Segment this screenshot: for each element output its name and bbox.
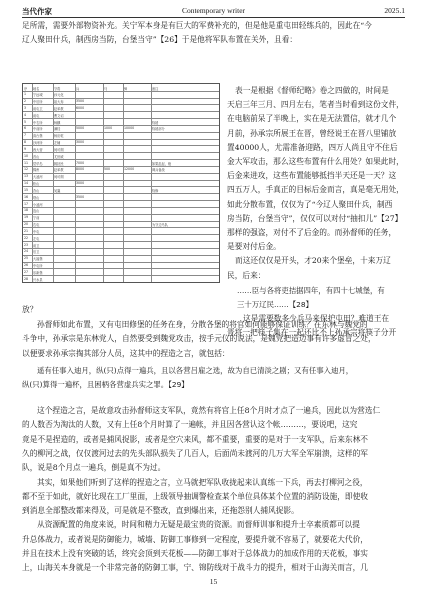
table-cell: 祖大寿 bbox=[54, 100, 64, 105]
table-cell: 乐新堡 bbox=[33, 270, 43, 275]
table-cell: 20 bbox=[24, 222, 29, 227]
table-row-divider bbox=[23, 234, 219, 235]
table-cell: 4 bbox=[24, 112, 27, 117]
right-column-line: 置40000人，尤需准备迎路，四万人尚且守不住后 bbox=[227, 142, 398, 152]
table-cell: 12 bbox=[24, 167, 29, 172]
table-row-divider bbox=[23, 262, 219, 263]
table-cell: 1 bbox=[24, 92, 27, 97]
body-line: 这个捏造之言，是故意攻击孙督师这支军队，竟然有将官上任8个月时才点了一遍兵，因此以为营选仁 bbox=[37, 406, 381, 415]
table-cell: 26 bbox=[24, 263, 29, 268]
table-cell: 500 bbox=[104, 167, 111, 172]
issue-number: 2025.1 bbox=[384, 6, 405, 15]
body-line: 并且在技术上没有突破的话，终究会顶到天花板——防御工事对于总体战力的加成作用的天花板，事实 bbox=[22, 549, 368, 558]
table-cell: 如果乱起，炮 bbox=[152, 161, 172, 166]
table-cell: 尤世威 bbox=[54, 154, 64, 159]
right-column-line: 如此分散布置，仅仅为了“今辽人聚田什兵，制西 bbox=[227, 199, 393, 209]
table-cell: 调兵备战 bbox=[152, 168, 165, 173]
table-cell: 22 bbox=[24, 235, 29, 240]
table-column-divider bbox=[103, 84, 104, 282]
right-column-line: 月前，孙承宗所展王在晋，曾经说王在晋八里铺放 bbox=[227, 128, 397, 138]
top-paragraph-line-1: 足所需，需要外部物资补充。关宁军本身是有巨大的军费补充的，但是他是重屯田轻练兵的，因此在“今 bbox=[22, 21, 372, 30]
body-line: 斗争中，孙承宗是东林党人，自然要受到魏党攻击，按手元仪的说法，是魏党把造边事有许多虚冒之处， bbox=[22, 334, 376, 344]
body-line: 到消息全部整改都来得及，可是就是不整改，直到爆出来，还拖怨别人捕风捉影。 bbox=[22, 506, 299, 516]
table-cell: 宁前 bbox=[33, 216, 40, 221]
table-cell: 21 bbox=[24, 228, 29, 233]
right-column-line: 这是需要数多少兵马来保护屯田？难道王在 bbox=[243, 314, 390, 323]
table-cell: 17 bbox=[24, 201, 29, 206]
right-column-line: 是要对付后金。 bbox=[227, 242, 281, 252]
table-cell: 中屯所 bbox=[33, 264, 43, 269]
table-cell: 锦州 bbox=[33, 168, 40, 173]
table-row-divider bbox=[23, 180, 219, 181]
journal-name-english: Contemporary writer bbox=[181, 6, 246, 15]
table-row-divider bbox=[23, 214, 219, 215]
table-cell: 3500 bbox=[76, 99, 85, 104]
table-cell: 3000 bbox=[76, 140, 85, 145]
table-row-divider bbox=[23, 145, 219, 146]
table-cell: 杨应乾 bbox=[54, 134, 64, 139]
table-header-cell: 骑 bbox=[124, 86, 128, 91]
running-header bbox=[22, 5, 405, 17]
table-header-cell: 马 bbox=[104, 86, 108, 91]
table-cell: 10 bbox=[24, 153, 29, 158]
body-line: 竟是不是捏造的，或者是捕风捉影，或者是空穴来风，都不重要，重要的是对于一支军队，后来东林不 bbox=[22, 434, 368, 444]
table-cell: 27 bbox=[24, 269, 29, 274]
table-row-divider bbox=[23, 173, 219, 174]
table-cell: 后卫 bbox=[33, 250, 40, 255]
table-cell: 13 bbox=[24, 174, 29, 179]
table-cell: 10000 bbox=[124, 126, 135, 131]
table-cell: 24 bbox=[24, 249, 29, 254]
table-row-divider bbox=[23, 207, 219, 208]
table-row-divider bbox=[23, 91, 219, 92]
table-cell: 满桂 bbox=[54, 127, 61, 132]
table-row-divider bbox=[23, 200, 219, 201]
table-cell: 何可纲 bbox=[54, 175, 64, 180]
table-header-cell: 备注 bbox=[152, 86, 159, 91]
table-cell: 1000 bbox=[104, 126, 113, 131]
body-line: 其实，如果他们听到了这样的捏造之言，立马就把军队收拢起来认真练一下兵，再去打柳河之役， bbox=[37, 477, 368, 487]
table-cell: 杨麒 bbox=[54, 120, 61, 125]
table-cell: 8 bbox=[24, 140, 27, 145]
right-column-line: 在电脑前呆了半晚上，实在是无法置信，就才几个 bbox=[227, 114, 397, 124]
table-header-cell: 地名 bbox=[33, 86, 40, 91]
table-cell: 14 bbox=[24, 181, 29, 186]
table-row-divider bbox=[23, 152, 219, 153]
quote-line: 纵(只)算得一遍杯，且困柄各营虚兵实之罪。【29】 bbox=[22, 380, 189, 390]
table-cell: 松山 bbox=[33, 182, 40, 187]
left-column-tail: 放？ bbox=[22, 305, 38, 314]
right-column-line: 晋将一把筷子集在一起还比不上孙承宗将筷子分开 bbox=[227, 328, 397, 338]
table-cell: 赵率教 bbox=[54, 168, 64, 173]
table-cell: 大凌河 bbox=[33, 175, 43, 180]
table-cell: 3500 bbox=[76, 194, 85, 199]
table-cell: 觉华岛 bbox=[33, 161, 43, 166]
journal-name: 当代作家 bbox=[22, 7, 52, 16]
right-column-line: 后金来进攻，这些布置能够抵挡半天还是一天？这 bbox=[227, 171, 397, 181]
right-column-quote-line: 三十万辽民……【28】 bbox=[237, 300, 313, 310]
body-line: 上，山海关本身就是一个非常完备的防御工事，宁、锦防线对于战斗力的提升，相对于山海关而言，几 bbox=[22, 563, 368, 573]
table-row-divider bbox=[23, 139, 219, 140]
body-line: 孙督师如此布置，又有屯田修堡的任务在身，分散各堡的将官如何能够保证训练？在东林与魏党的 bbox=[37, 320, 368, 329]
right-column-line: 金大军攻击，那么这些布置有什么用处？如果此时， bbox=[227, 157, 404, 166]
table-cell: 赵率教 bbox=[54, 106, 64, 111]
table-cell: 15 bbox=[24, 187, 29, 192]
table-cell: 23 bbox=[24, 242, 29, 247]
quote-line: 遥有任事入迪月，纵(只)点得一遍兵，且以各营吕雇之选，故为自已清淡之剧；又有任事入迪月， bbox=[37, 366, 354, 375]
table-cell: 前屯卫 bbox=[33, 106, 43, 111]
table-cell: 高台堡 bbox=[33, 134, 43, 139]
body-line: 从资源配置的角度来说，时间和精力无疑是最宝贵的资源。而督师训事和提升士卒素质都可以提 bbox=[37, 520, 360, 530]
table-row-divider bbox=[23, 227, 219, 228]
table-cell: 兴水县 bbox=[33, 277, 43, 282]
table-cell: 前屯 bbox=[33, 113, 40, 118]
table-cell: 吴襄 bbox=[54, 188, 61, 193]
table-cell: 塔山 bbox=[33, 195, 40, 200]
table-row-divider bbox=[23, 98, 219, 99]
table-cell: 16 bbox=[24, 194, 29, 199]
table-cell: 3 bbox=[24, 105, 27, 110]
table-cell: 连山 bbox=[33, 209, 40, 214]
table-cell: 姚抚民 bbox=[54, 161, 64, 166]
table-cell: 6 bbox=[24, 126, 27, 131]
table-row-divider bbox=[23, 268, 219, 269]
right-column-line: 天启三年三月、四月左右，笔者当时看到这份文件， bbox=[227, 100, 404, 110]
table-cell: 为守边马队 bbox=[152, 223, 168, 228]
right-column-line: 房当防，台堡当守”，仅仅可以对付“抽扣儿”【27】 bbox=[227, 213, 403, 223]
table-cell: 杏山 bbox=[33, 188, 40, 193]
body-line: 以便要求孙承宗掏其部分人员，这其中的捏造之言，就包括： bbox=[22, 348, 230, 358]
table-row-divider bbox=[23, 132, 219, 133]
table-column-divider bbox=[123, 84, 124, 282]
right-column-line: 那样的强盗，对付不了后金的。而孙督师的任务， bbox=[227, 228, 397, 237]
body-line: 都不至于如此，就好比现在工厂里面，上级领导抽调警检查某个单位具体某个位置的消防设施，即使收 bbox=[22, 491, 368, 501]
table-cell: 西大营 bbox=[33, 147, 43, 152]
table-cell: 沙河所 bbox=[33, 141, 43, 146]
garrison-table bbox=[22, 83, 220, 283]
table-cell: 待援部分 bbox=[152, 127, 165, 132]
right-column-quote-line: ……臣与各将吏拮据四年，有四十七城堡，有 bbox=[237, 285, 385, 295]
table-cell: 2 bbox=[24, 99, 27, 104]
body-line: 久的柳河之战，仅仅渡河过去的先头部队损失了几百人，后面尚未渡河的几万大军全军崩溃，这样的军 bbox=[22, 448, 368, 458]
body-line: 队，说是8个月点一遍兵，倒是真不为过。 bbox=[22, 463, 166, 473]
table-cell: 待修 bbox=[152, 188, 159, 193]
table-cell: 左屯 bbox=[33, 236, 40, 241]
top-paragraph-line-2: 辽人聚田什兵，制西房当防，台堡当守”【26】于是他将军队布置在关外，且看： bbox=[22, 35, 298, 44]
table-header-cell: 兵 bbox=[76, 86, 80, 91]
table-column-divider bbox=[151, 84, 152, 282]
table-cell: 5000 bbox=[76, 126, 85, 131]
table-cell: 12000 bbox=[124, 167, 135, 172]
table-cell: 首山 bbox=[33, 154, 40, 159]
table-cell: 小凌河 bbox=[33, 202, 43, 207]
table-cell: 11 bbox=[24, 160, 29, 165]
table-cell: 28 bbox=[24, 276, 29, 281]
table-row-divider bbox=[23, 248, 219, 249]
table-cell: 待援 bbox=[152, 120, 159, 125]
table-row-divider bbox=[23, 104, 219, 105]
table-cell: 右屯 bbox=[33, 223, 40, 228]
table-cell: 何可纲 bbox=[54, 147, 64, 152]
table-cell: 孙元化 bbox=[54, 93, 64, 98]
table-cell: 中屯 bbox=[33, 229, 40, 234]
table-cell: 6000 bbox=[76, 105, 85, 110]
right-column-line: 表一是根据《督师纪略》卷之四做的，时间是 bbox=[235, 86, 389, 95]
table-cell: 5 bbox=[24, 119, 27, 124]
table-cell: 8000 bbox=[76, 167, 85, 172]
table-row-divider bbox=[23, 241, 219, 242]
table-cell: 25 bbox=[24, 256, 29, 261]
table-row-divider bbox=[23, 111, 219, 112]
table-cell: 7 bbox=[24, 133, 27, 138]
table-header-cell: 序 bbox=[24, 86, 28, 91]
page-number: 15 bbox=[209, 577, 218, 586]
table-cell: 7000 bbox=[76, 160, 85, 165]
table-cell: 曹文诏 bbox=[54, 113, 64, 118]
table-row-divider bbox=[23, 255, 219, 256]
table-cell: 中右所 bbox=[33, 120, 43, 125]
body-line: 的人数否为淘汰的人数，又有上任8个月时算了一遍帐，并且因各营认这个帐………，要说吧，这究 bbox=[22, 420, 358, 430]
right-column-line: 四五万人，手真正的目标后金而言，真是毫无用处， bbox=[227, 185, 404, 195]
table-header-cell: 守将 bbox=[54, 86, 61, 91]
body-line: 升总体战力，或者说是防御能力，城墙、防御工事修到一定程度，要提升就不容易了，就要花大代价， bbox=[22, 534, 368, 544]
right-column-line: 而这还仅仅是开头，才20来个堡垒，十来万辽 bbox=[235, 256, 391, 266]
table-cell: 19 bbox=[24, 215, 29, 220]
table-cell: 宁远城 bbox=[33, 93, 43, 98]
table-cell: 3000 bbox=[76, 181, 85, 186]
table-cell: 9 bbox=[24, 146, 27, 151]
table-row-divider bbox=[23, 193, 219, 194]
table-cell: 中后所 bbox=[33, 100, 43, 105]
table-cell: 中前所 bbox=[33, 127, 43, 132]
header-rule bbox=[22, 17, 405, 18]
right-column-line: 民，后来： bbox=[227, 270, 266, 280]
table-cell: 前卫 bbox=[33, 243, 40, 248]
table-cell: 左辅 bbox=[54, 141, 61, 146]
table-row-divider bbox=[23, 275, 219, 276]
table-cell: 大福堡 bbox=[33, 257, 43, 262]
table-cell: 18 bbox=[24, 208, 29, 213]
